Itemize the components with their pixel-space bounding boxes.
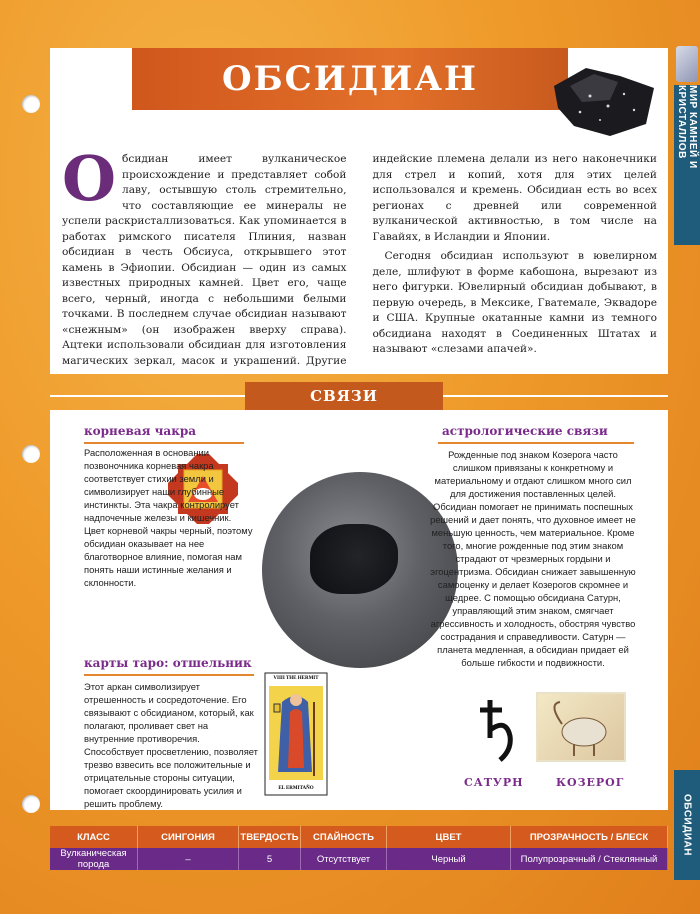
root-chakra-title: корневая чакра [84, 424, 197, 438]
header-class: КЛАСС [50, 826, 138, 848]
value-color: Черный [387, 848, 511, 870]
header-cleavage: СПАЙНОСТЬ [301, 826, 387, 848]
header-hardness: ТВЕРДОСТЬ [239, 826, 301, 848]
side-tab-topic: ОБСИДИАН [674, 770, 700, 880]
root-chakra-text: Расположенная в основании позвоночника корневая чакра соответствует стихии земли и символизирует наши глубинные инстинкты. Эта чакра контролирует надпочечные железы и кишечник. Цвет корневой чакры черный, поэтому обсидиан оказывает на нее благотворное влияние, помогая нам понять наши истинные желания и склонности. [84, 447, 253, 588]
binder-hole [22, 95, 40, 113]
intro-paragraph: бсидиан имеет вулканическое происхождение и представляет собой лаву, остывшую столь стремительно, что составляющие ее минералы не успели раскристаллизоваться. Как упоминается в работах римского писателя Плиния, назван обсидиан в честь Обсиуса, открывшего этот камень в Эфиопии. Обсидиан — один из самых известных природных камней. Цвет его, чаще всего, черный, иногда с небольшими белыми точками. В последнем случае обсидиан называют «снежным» (он изображен вверху справа). Ацтеки использовали обсидиан для изготовления магических зеркал, масок и украшений. Другие индейские племена делали из него наконечники для стрел и копий, хотя для этих целей использовался и кремень. Обсидиан есть во всех регионах с древней или современной вулканической активностью, в том числе на Гавайях, в Исландии и Японии. [62, 153, 657, 367]
intro-panel [50, 48, 668, 374]
title-banner [132, 48, 568, 110]
crystal-thumbnail-icon [676, 46, 698, 82]
binder-hole [22, 445, 40, 463]
capricorn-label: КОЗЕРОГ [556, 776, 625, 789]
binder-hole [22, 795, 40, 813]
astro-text: Рожденные под знаком Козерога часто слишком привязаны к конкретному и материальному и отдают слишком много сил для достижения поставленных целей. Обсидиан помогает не принимать поспешных решений и дает понять, что духовное имеет не меньшую ценность, чем материальное. Кроме того, многие рожденные под этим знаком страдают от чрезмерных гордыни и эгоцентризма. Обсидиан снижает завышенную самооценку и делает Козерогов скромнее и щедрее. С помощью обсидиана Сатурн, управляющий этим знаком, смягчает агрессивность и холодность, обостряя чувство сострадания и справедливости. Сатурн — планета медленная, а обсидиан придает ей больше гибкости и подвижности. [430, 449, 636, 668]
header-transparency: ПРОЗРАЧНОСТЬ / БЛЕСК [511, 826, 668, 848]
intro-paragraph: Сегодня обсидиан используют в ювелирном деле, шлифуют в форме кабошона, вырезают из него фигурки. Ювелирный обсидиан добывают, в первую очередь, в Мексике, Гватемале, Эквадоре и США. Крупные окатанные камни из темного обсидиана находят в Соединенных Штатах и называют «слезами апачей». [372, 250, 657, 355]
saturn-symbol-icon [476, 696, 526, 766]
value-syngony: – [138, 848, 239, 870]
properties-header-row [50, 826, 668, 848]
obsidian-stone-image [550, 66, 658, 138]
drop-cap: О [62, 142, 117, 215]
value-cleavage: Отсутствует [301, 848, 387, 870]
value-class: Вулканическая порода [50, 848, 138, 870]
section-header: СВЯЗИ [245, 382, 443, 410]
tarot-title: карты таро: отшельник [84, 656, 252, 670]
connections-panel [50, 410, 668, 810]
page-title: ОБСИДИАН [221, 59, 479, 99]
astro-title: астрологические связи [442, 424, 608, 438]
intro-text [62, 142, 657, 369]
tarot-text: Этот аркан символизирует отрешенность и сосредоточение. Его связывают с обсидианом, который, как полагают, проливает свет на внутренние противоречия. Способствует просветлению, позволяет трезво взвесить все положительные и отрицательные стороны ситуации, помогает скоординировать усилия и решить проблему. [84, 681, 258, 809]
value-transparency: Полупрозрачный / Стеклянный [511, 848, 668, 870]
hermit-tarot-card [264, 672, 328, 796]
header-syngony: СИНГОНИЯ [138, 826, 239, 848]
side-tab-series: МИР КАМНЕЙ И КРИСТАЛЛОВ [674, 85, 700, 245]
astro-rule [438, 442, 634, 444]
tarot-card-top-label: VIIII THE HERMIT [273, 676, 319, 681]
properties-value-row [50, 848, 668, 870]
header-color: ЦВЕТ [387, 826, 511, 848]
saturn-label: САТУРН [464, 776, 524, 789]
root-chakra-text-a [84, 446, 253, 589]
tarot-card-bottom-label: EL ERMITAÑO [278, 786, 314, 791]
root-chakra-rule [84, 442, 244, 444]
capricorn-image [536, 692, 626, 762]
value-hardness: 5 [239, 848, 301, 870]
properties-table [50, 826, 668, 870]
tarot-rule [84, 674, 254, 676]
obsidian-round-image [262, 472, 458, 668]
